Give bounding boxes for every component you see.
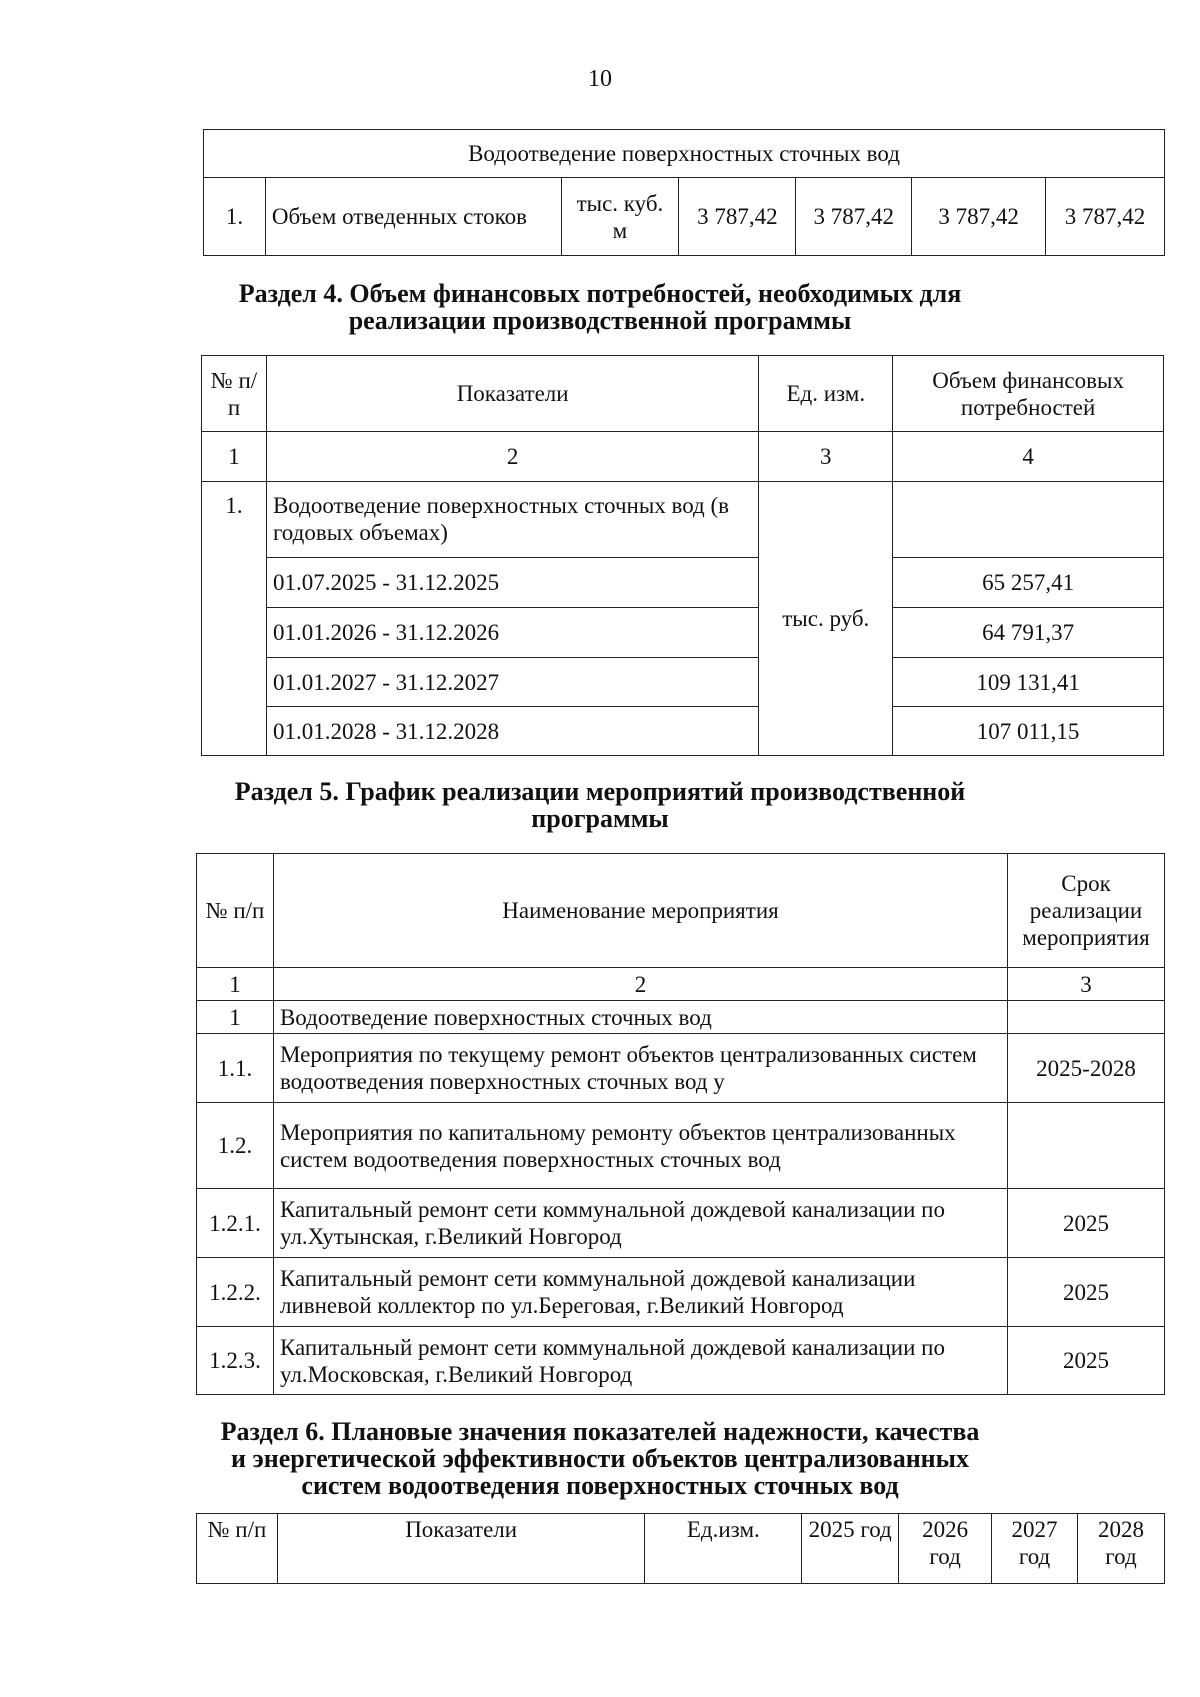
fin-row-period: 01.01.2026 - 31.12.2026 bbox=[266, 608, 758, 658]
sched-row-num: 1.2.1. bbox=[197, 1189, 274, 1258]
sched-row-num: 1.1. bbox=[197, 1034, 274, 1103]
fin-row-period: 01.07.2025 - 31.12.2025 bbox=[266, 558, 758, 608]
sched-row-term bbox=[1008, 1001, 1165, 1034]
sched-col-number: 2 bbox=[273, 968, 1007, 1001]
fin-col-number: 2 bbox=[266, 432, 758, 482]
table-indicators bbox=[196, 1513, 1165, 1584]
table-volume-row-unit: тыс. куб. м bbox=[561, 178, 679, 256]
fin-header-num: № п/п bbox=[202, 356, 267, 432]
section-5-title bbox=[0, 778, 1200, 832]
fin-row-value: 64 791,37 bbox=[893, 608, 1164, 658]
table-volume-value: 3 787,42 bbox=[796, 178, 912, 256]
sched-header-name: Наименование мероприятия bbox=[273, 854, 1007, 968]
fin-group-name: Водоотведение поверхностных сточных вод (в годовых объемах) bbox=[266, 482, 758, 558]
ind-header-year: 2028 год bbox=[1078, 1514, 1165, 1584]
fin-group-volume-empty bbox=[893, 482, 1164, 558]
section-6-title-line: и энергетической эффективности объектов централизованных bbox=[231, 1444, 969, 1473]
sched-row-name: Капитальный ремонт сети коммунальной дождевой канализации по ул.Хутынская, г.Великий Новгород bbox=[273, 1189, 1007, 1258]
sched-row-name: Мероприятия по текущему ремонт объектов централизованных систем водоотведения поверхностных сточных вод у bbox=[273, 1034, 1007, 1103]
page-number: 10 bbox=[588, 66, 612, 92]
sched-header-num: № п/п bbox=[197, 854, 274, 968]
ind-header-num: № п/п bbox=[197, 1514, 278, 1584]
sched-row-num: 1.2.2. bbox=[197, 1258, 274, 1327]
section-6-title bbox=[0, 1418, 1200, 1499]
sched-row-num: 1 bbox=[197, 1001, 274, 1034]
table-schedule bbox=[196, 853, 1165, 1395]
ind-header-year: 2025 год bbox=[802, 1514, 899, 1584]
sched-row-name: Водоотведение поверхностных сточных вод bbox=[273, 1001, 1007, 1034]
section-6-title-line: Раздел 6. Плановые значения показателей надежности, качества bbox=[220, 1417, 980, 1446]
fin-header-name: Показатели bbox=[266, 356, 758, 432]
sched-row-num: 1.2. bbox=[197, 1103, 274, 1189]
table-volume-value: 3 787,42 bbox=[1046, 178, 1165, 256]
sched-row-name: Капитальный ремонт сети коммунальной дождевой канализации по ул.Московская, г.Великий Новгород bbox=[273, 1327, 1007, 1395]
sched-row-term bbox=[1008, 1103, 1165, 1189]
sched-row-num: 1.2.3. bbox=[197, 1327, 274, 1395]
sched-row-name: Капитальный ремонт сети коммунальной дождевой канализации ливневой коллектор по ул.Береговая, г.Великий Новгород bbox=[273, 1258, 1007, 1327]
section-5-title-line: программы bbox=[531, 804, 669, 833]
fin-row-period: 01.01.2028 - 31.12.2028 bbox=[266, 707, 758, 756]
fin-col-number: 1 bbox=[202, 432, 267, 482]
fin-group-num: 1. bbox=[202, 482, 267, 756]
section-4-title-line: Раздел 4. Объем финансовых потребностей, необходимых для bbox=[238, 279, 962, 308]
fin-row-value: 109 131,41 bbox=[893, 658, 1164, 707]
ind-header-year: 2027 год bbox=[992, 1514, 1078, 1584]
fin-header-unit: Ед. изм. bbox=[759, 356, 893, 432]
fin-row-period: 01.01.2027 - 31.12.2027 bbox=[266, 658, 758, 707]
sched-row-term: 2025 bbox=[1008, 1189, 1165, 1258]
table-volume bbox=[203, 129, 1165, 256]
table-volume-value: 3 787,42 bbox=[912, 178, 1046, 256]
table-volume-value: 3 787,42 bbox=[679, 178, 796, 256]
section-4-title-line: реализации производственной программы bbox=[348, 306, 852, 335]
sched-row-name: Мероприятия по капитальному ремонту объектов централизованных систем водоотведения поверхностных сточных вод bbox=[273, 1103, 1007, 1189]
fin-row-value: 107 011,15 bbox=[893, 707, 1164, 756]
section-5-title-line: Раздел 5. График реализации мероприятий производственной bbox=[234, 777, 966, 806]
table-volume-row-name: Объем отведенных стоков bbox=[265, 178, 561, 256]
fin-row-value: 65 257,41 bbox=[893, 558, 1164, 608]
sched-row-term: 2025-2028 bbox=[1008, 1034, 1165, 1103]
sched-col-number: 3 bbox=[1008, 968, 1165, 1001]
table-volume-header: Водоотведение поверхностных сточных вод bbox=[204, 130, 1165, 178]
section-4-title bbox=[0, 280, 1200, 334]
section-6-title-line: систем водоотведения поверхностных сточных вод bbox=[301, 1471, 899, 1500]
sched-row-term: 2025 bbox=[1008, 1327, 1165, 1395]
fin-group-unit: тыс. руб. bbox=[759, 482, 893, 756]
ind-header-year: 2026 год bbox=[899, 1514, 992, 1584]
table-financial-needs bbox=[201, 355, 1164, 756]
sched-col-number: 1 bbox=[197, 968, 274, 1001]
sched-header-term: Срок реализации мероприятия bbox=[1008, 854, 1165, 968]
ind-header-unit: Ед.изм. bbox=[645, 1514, 802, 1584]
ind-header-name: Показатели bbox=[277, 1514, 645, 1584]
fin-header-volume: Объем финансовых потребностей bbox=[893, 356, 1164, 432]
table-volume-row-num: 1. bbox=[204, 178, 266, 256]
sched-row-term: 2025 bbox=[1008, 1258, 1165, 1327]
fin-col-number: 3 bbox=[759, 432, 893, 482]
fin-col-number: 4 bbox=[893, 432, 1164, 482]
